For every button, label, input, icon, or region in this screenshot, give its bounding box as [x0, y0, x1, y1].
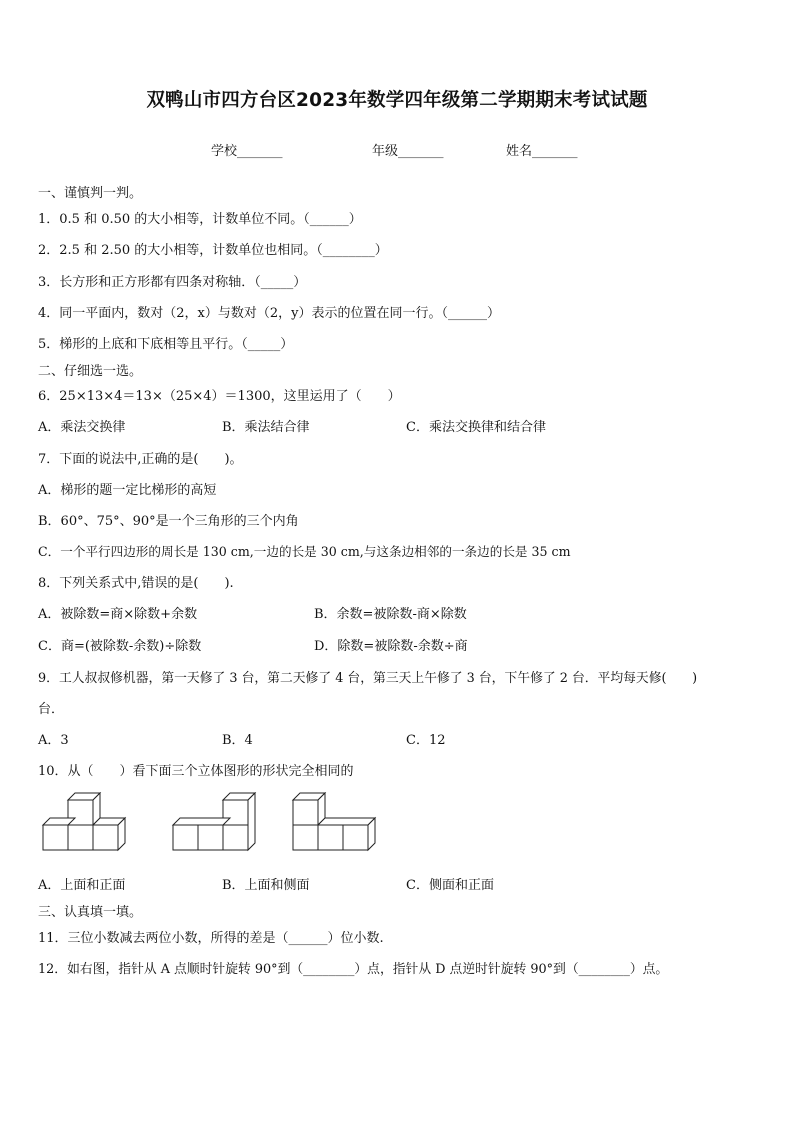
section-1-heading: 一、谨慎判一判。	[38, 186, 143, 201]
name-field: 姓名_______	[506, 144, 578, 159]
section-2-heading: 二、仔细选一选。	[38, 364, 143, 379]
question-5: 5．梯形的上底和下底相等且平行。（_____）	[38, 337, 294, 352]
q6-option-b: B．乘法结合律	[222, 420, 310, 435]
question-10: 10．从（ ）看下面三个立体图形的形状完全相同的	[38, 764, 354, 779]
q10-option-a: A．上面和正面	[38, 878, 126, 893]
q6-option-a: A．乘法交换律	[38, 420, 126, 435]
q6-option-c: C．乘法交换律和结合律	[406, 420, 546, 435]
page-title: 双鸭山市四方台区2023年数学四年级第二学期期末考试试题	[146, 90, 648, 111]
question-1: 1．0.5 和 0.50 的大小相等，计数单位不同。（______）	[38, 212, 362, 227]
q9-option-c: C．12	[406, 733, 446, 748]
q10-option-c: C．侧面和正面	[406, 878, 494, 893]
question-2: 2．2.5 和 2.50 的大小相等，计数单位也相同。（________）	[38, 243, 388, 258]
question-9-continued: 台．	[38, 702, 65, 717]
question-12: 12．如右图，指针从 A 点顺时针旋转 90°到（________）点，指针从 D 点逆时针旋转 90°到（________）点。	[38, 962, 669, 977]
cube-figure-2	[170, 792, 260, 862]
question-9: 9．工人叔叔修机器，第一天修了 3 台，第二天修了 4 台，第三天上午修了 3 台，下午修了 2 台．平均每天修( )	[38, 671, 698, 686]
question-7: 7．下面的说法中,正确的是( )。	[38, 452, 243, 467]
question-8: 8．下列关系式中,错误的是( ).	[38, 576, 234, 591]
question-6: 6．25×13×4＝13×（25×4）＝1300，这里运用了（ ）	[38, 389, 401, 404]
q9-option-b: B．4	[222, 733, 253, 748]
q8-option-d: D．除数=被除数-余数÷商	[314, 639, 468, 654]
q8-option-a: A．被除数=商×除数+余数	[38, 607, 198, 622]
q7-option-a: A．梯形的题一定比梯形的高短	[38, 483, 217, 498]
section-3-heading: 三、认真填一填。	[38, 905, 143, 920]
q8-option-b: B．余数=被除数-商×除数	[314, 607, 467, 622]
q7-option-b: B．60°、75°、90°是一个三角形的三个内角	[38, 514, 299, 529]
q9-option-a: A．3	[38, 733, 69, 748]
q7-option-c: C．一个平行四边形的周长是 130 cm,一边的长是 30 cm,与这条边相邻的一条边的长是 35 cm	[38, 544, 571, 559]
question-4: 4．同一平面内，数对（2，x）与数对（2，y）表示的位置在同一行。（______）	[38, 306, 500, 321]
q10-option-b: B．上面和侧面	[222, 878, 310, 893]
question-11: 11．三位小数减去两位小数，所得的差是（______）位小数.	[38, 931, 384, 946]
cube-figure-1	[40, 792, 130, 862]
cube-figure-3	[290, 792, 380, 862]
grade-field: 年级_______	[372, 144, 444, 159]
question-3: 3．长方形和正方形都有四条对称轴．（_____）	[38, 275, 307, 290]
q8-option-c: C．商=(被除数-余数)÷除数	[38, 639, 202, 654]
school-field: 学校_______	[211, 144, 283, 159]
